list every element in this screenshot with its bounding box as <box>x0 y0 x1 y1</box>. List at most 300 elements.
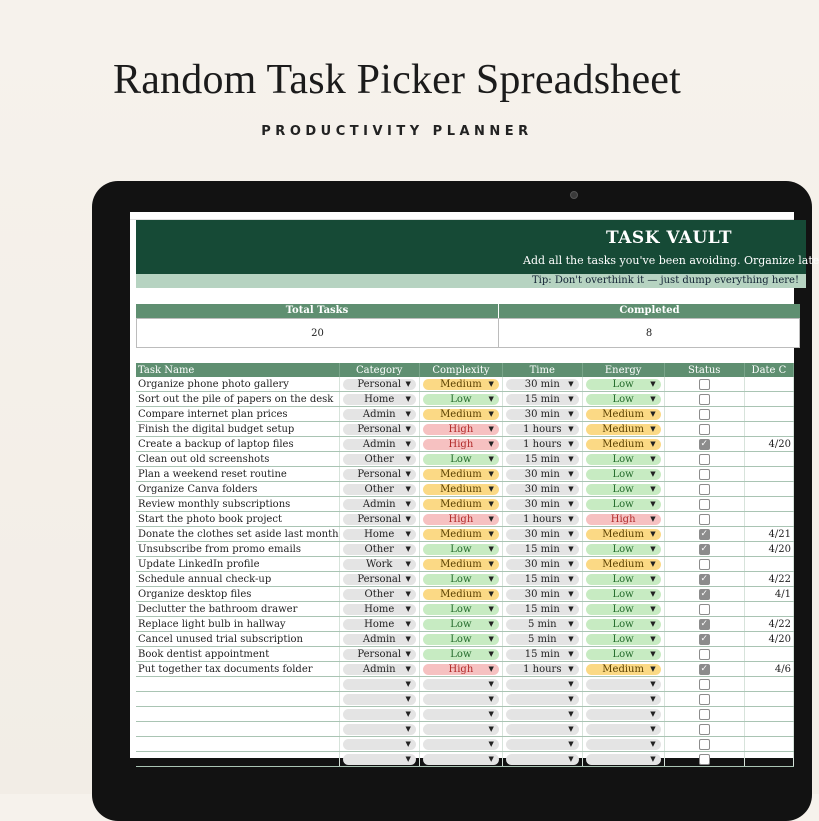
task-table-body <box>136 377 794 767</box>
time-dropdown[interactable] <box>506 754 579 765</box>
category-dropdown[interactable] <box>343 499 416 510</box>
status-checkbox[interactable] <box>699 379 710 390</box>
complexity-cell <box>419 452 502 467</box>
status-cell <box>664 482 744 497</box>
energy-dropdown[interactable] <box>586 574 661 585</box>
complexity-dropdown[interactable] <box>423 559 499 570</box>
date-completed-cell[interactable]: 4/20 <box>744 437 793 452</box>
task-name-cell[interactable]: Put together tax documents folder <box>136 662 339 677</box>
time-dropdown[interactable] <box>506 514 579 525</box>
date-completed-cell[interactable] <box>744 647 793 662</box>
task-name-cell[interactable] <box>136 737 339 752</box>
complexity-dropdown[interactable] <box>423 754 499 765</box>
time-dropdown[interactable] <box>506 724 579 735</box>
category-dropdown[interactable] <box>343 649 416 660</box>
complexity-cell <box>419 737 502 752</box>
category-dropdown[interactable] <box>343 754 416 765</box>
date-completed-cell[interactable] <box>744 557 793 572</box>
complexity-dropdown[interactable] <box>423 379 499 390</box>
col-complexity[interactable]: Complexity <box>419 363 502 377</box>
category-cell <box>339 527 419 542</box>
category-dropdown[interactable] <box>343 514 416 525</box>
status-checkbox[interactable] <box>699 424 710 435</box>
complexity-dropdown[interactable] <box>423 679 499 690</box>
status-checkbox[interactable] <box>699 739 710 750</box>
category-dropdown[interactable] <box>343 679 416 690</box>
category-dropdown[interactable] <box>343 589 416 600</box>
status-checkbox[interactable] <box>699 754 710 765</box>
category-cell <box>339 497 419 512</box>
energy-dropdown[interactable] <box>586 529 661 540</box>
date-completed-cell[interactable] <box>744 722 793 737</box>
time-value: 1 hours <box>523 513 562 525</box>
status-checkbox[interactable]: ✓ <box>700 588 708 599</box>
complexity-cell <box>419 677 502 692</box>
category-dropdown[interactable] <box>343 664 416 675</box>
complexity-dropdown[interactable] <box>423 499 499 510</box>
time-dropdown[interactable] <box>506 499 579 510</box>
chevron-down-icon: ▼ <box>488 649 494 658</box>
category-cell <box>339 602 419 617</box>
chevron-down-icon: ▼ <box>488 409 494 418</box>
complexity-dropdown[interactable] <box>423 694 499 705</box>
task-name-cell[interactable]: Clean out old screenshots <box>136 452 339 467</box>
complexity-dropdown[interactable] <box>423 634 499 645</box>
energy-dropdown[interactable] <box>586 709 661 720</box>
task-name-cell[interactable]: Start the photo book project <box>136 512 339 527</box>
status-checkbox[interactable] <box>699 649 710 660</box>
col-time[interactable]: Time <box>502 363 582 377</box>
time-cell <box>502 512 582 527</box>
complexity-dropdown[interactable] <box>423 424 499 435</box>
chevron-down-icon: ▼ <box>405 754 411 763</box>
date-completed-cell[interactable] <box>744 752 793 767</box>
date-completed-cell[interactable] <box>744 482 793 497</box>
table-row <box>136 422 794 437</box>
complexity-cell <box>419 377 502 392</box>
table-row <box>136 377 794 392</box>
status-checkbox[interactable] <box>699 559 710 570</box>
status-checkbox[interactable]: ✓ <box>700 528 708 539</box>
time-value: 30 min <box>524 483 560 495</box>
energy-dropdown[interactable] <box>586 409 661 420</box>
chevron-down-icon: ▼ <box>405 574 411 583</box>
category-dropdown[interactable] <box>343 424 416 435</box>
category-dropdown[interactable] <box>343 724 416 735</box>
chevron-down-icon: ▼ <box>488 604 494 613</box>
category-cell <box>339 752 419 767</box>
chevron-down-icon: ▼ <box>488 574 494 583</box>
energy-dropdown[interactable] <box>586 544 661 555</box>
time-dropdown[interactable] <box>506 664 579 675</box>
time-dropdown[interactable] <box>506 424 579 435</box>
time-value: 1 hours <box>523 423 562 435</box>
complexity-dropdown[interactable] <box>423 724 499 735</box>
category-dropdown[interactable] <box>343 394 416 405</box>
category-dropdown[interactable] <box>343 694 416 705</box>
task-name-cell[interactable]: Review monthly subscriptions <box>136 497 339 512</box>
complexity-cell <box>419 752 502 767</box>
task-name-cell[interactable]: Unsubscribe from promo emails <box>136 542 339 557</box>
hero-subtitle: PRODUCTIVITY PLANNER <box>261 124 533 139</box>
complexity-dropdown[interactable] <box>423 574 499 585</box>
task-name-cell[interactable] <box>136 707 339 722</box>
task-name-cell[interactable]: Plan a weekend reset routine <box>136 467 339 482</box>
energy-dropdown[interactable] <box>586 469 661 480</box>
category-dropdown[interactable] <box>343 739 416 750</box>
energy-dropdown[interactable] <box>586 589 661 600</box>
time-dropdown[interactable] <box>506 394 579 405</box>
complexity-dropdown[interactable] <box>423 469 499 480</box>
category-cell <box>339 677 419 692</box>
category-dropdown[interactable] <box>343 619 416 630</box>
energy-dropdown[interactable] <box>586 604 661 615</box>
complexity-dropdown[interactable] <box>423 394 499 405</box>
table-row <box>136 692 794 707</box>
task-name-cell[interactable]: Declutter the bathroom drawer <box>136 602 339 617</box>
chevron-down-icon: ▼ <box>568 544 574 553</box>
time-cell <box>502 647 582 662</box>
status-checkbox[interactable] <box>699 454 710 465</box>
chevron-down-icon: ▼ <box>488 454 494 463</box>
task-name-cell[interactable]: Organize phone photo gallery <box>136 377 339 392</box>
complexity-dropdown[interactable] <box>423 739 499 750</box>
status-checkbox[interactable]: ✓ <box>700 663 708 674</box>
category-dropdown[interactable] <box>343 454 416 465</box>
status-checkbox[interactable] <box>699 484 710 495</box>
date-completed-cell[interactable] <box>744 392 793 407</box>
time-dropdown[interactable] <box>506 409 579 420</box>
complexity-cell <box>419 527 502 542</box>
energy-dropdown[interactable] <box>586 649 661 660</box>
chevron-down-icon: ▼ <box>405 679 411 688</box>
category-dropdown[interactable] <box>343 574 416 585</box>
time-cell <box>502 407 582 422</box>
date-completed-cell[interactable] <box>744 602 793 617</box>
energy-dropdown[interactable] <box>586 559 661 570</box>
energy-cell <box>582 587 664 602</box>
category-dropdown[interactable] <box>343 604 416 615</box>
energy-dropdown[interactable] <box>586 514 661 525</box>
chevron-down-icon: ▼ <box>650 514 656 523</box>
status-cell <box>664 407 744 422</box>
task-name-cell[interactable]: Schedule annual check-up <box>136 572 339 587</box>
chevron-down-icon: ▼ <box>650 754 656 763</box>
col-category[interactable]: Category <box>339 363 419 377</box>
energy-dropdown[interactable] <box>586 754 661 765</box>
complexity-dropdown[interactable] <box>423 439 499 450</box>
date-completed-cell[interactable]: 4/21 <box>744 527 793 542</box>
complexity-value: High <box>448 423 474 435</box>
status-cell <box>664 632 744 647</box>
complexity-dropdown[interactable] <box>423 409 499 420</box>
category-dropdown[interactable] <box>343 379 416 390</box>
chevron-down-icon: ▼ <box>405 529 411 538</box>
category-dropdown[interactable] <box>343 634 416 645</box>
complexity-dropdown[interactable] <box>423 709 499 720</box>
time-dropdown[interactable] <box>506 454 579 465</box>
status-checkbox[interactable] <box>699 679 710 690</box>
complexity-value: Low <box>450 543 472 555</box>
chevron-down-icon: ▼ <box>568 379 574 388</box>
complexity-dropdown[interactable] <box>423 664 499 675</box>
category-dropdown[interactable] <box>343 559 416 570</box>
chevron-down-icon: ▼ <box>650 499 656 508</box>
time-value: 30 min <box>524 588 560 600</box>
time-value: 15 min <box>524 573 560 585</box>
time-dropdown[interactable] <box>506 559 579 570</box>
energy-value: Low <box>612 603 634 615</box>
status-cell <box>664 572 744 587</box>
category-value: Work <box>366 558 393 570</box>
task-name-cell[interactable]: Create a backup of laptop files <box>136 437 339 452</box>
status-checkbox[interactable] <box>699 499 710 510</box>
task-name-cell[interactable]: Organize desktop files <box>136 587 339 602</box>
time-dropdown[interactable] <box>506 574 579 585</box>
complexity-cell <box>419 647 502 662</box>
table-row <box>136 407 794 422</box>
category-value: Personal <box>357 573 402 585</box>
date-completed-cell[interactable]: 4/1 <box>744 587 793 602</box>
category-dropdown[interactable] <box>343 469 416 480</box>
time-dropdown[interactable] <box>506 709 579 720</box>
energy-cell <box>582 557 664 572</box>
chevron-down-icon: ▼ <box>405 709 411 718</box>
energy-dropdown[interactable] <box>586 694 661 705</box>
category-value: Home <box>364 603 395 615</box>
chevron-down-icon: ▼ <box>405 514 411 523</box>
time-dropdown[interactable] <box>506 694 579 705</box>
complexity-dropdown[interactable] <box>423 529 499 540</box>
col-date[interactable]: Date C <box>744 363 793 377</box>
complexity-dropdown[interactable] <box>423 604 499 615</box>
category-cell <box>339 482 419 497</box>
webcam-icon <box>570 191 578 199</box>
time-dropdown[interactable] <box>506 469 579 480</box>
complexity-cell <box>419 512 502 527</box>
task-name-cell[interactable]: Update LinkedIn profile <box>136 557 339 572</box>
energy-value: Low <box>612 393 634 405</box>
time-dropdown[interactable] <box>506 544 579 555</box>
chevron-down-icon: ▼ <box>650 649 656 658</box>
date-completed-cell[interactable] <box>744 452 793 467</box>
banner-subtitle: Add all the tasks you've been avoiding. Organize late <box>523 254 819 267</box>
status-checkbox[interactable] <box>699 694 710 705</box>
task-name-cell[interactable] <box>136 752 339 767</box>
table-row <box>136 482 794 497</box>
chevron-down-icon: ▼ <box>650 469 656 478</box>
energy-dropdown[interactable] <box>586 484 661 495</box>
date-completed-cell[interactable] <box>744 467 793 482</box>
chevron-down-icon: ▼ <box>405 439 411 448</box>
energy-cell <box>582 632 664 647</box>
col-task-name[interactable]: Task Name <box>136 363 339 377</box>
time-dropdown[interactable] <box>506 589 579 600</box>
chevron-down-icon: ▼ <box>488 664 494 673</box>
date-completed-cell[interactable]: 4/20 <box>744 542 793 557</box>
category-cell <box>339 617 419 632</box>
time-cell <box>502 662 582 677</box>
energy-dropdown[interactable] <box>586 379 661 390</box>
complexity-dropdown[interactable] <box>423 589 499 600</box>
time-dropdown[interactable] <box>506 619 579 630</box>
category-value: Other <box>364 543 394 555</box>
time-value: 30 min <box>524 378 560 390</box>
energy-value: Low <box>612 573 634 585</box>
complexity-cell <box>419 722 502 737</box>
task-name-cell[interactable] <box>136 722 339 737</box>
chevron-down-icon: ▼ <box>488 469 494 478</box>
status-checkbox[interactable] <box>699 469 710 480</box>
energy-dropdown[interactable] <box>586 724 661 735</box>
energy-value: Low <box>612 588 634 600</box>
energy-dropdown[interactable] <box>586 454 661 465</box>
time-dropdown[interactable] <box>506 529 579 540</box>
table-header-row <box>136 363 794 377</box>
energy-value: Low <box>612 483 634 495</box>
complexity-dropdown[interactable] <box>423 454 499 465</box>
table-row <box>136 527 794 542</box>
complexity-dropdown[interactable] <box>423 514 499 525</box>
energy-dropdown[interactable] <box>586 424 661 435</box>
energy-dropdown[interactable] <box>586 499 661 510</box>
energy-cell <box>582 572 664 587</box>
energy-cell <box>582 662 664 677</box>
category-dropdown[interactable] <box>343 409 416 420</box>
energy-cell <box>582 467 664 482</box>
time-value: 30 min <box>524 468 560 480</box>
task-name-cell[interactable]: Organize Canva folders <box>136 482 339 497</box>
date-completed-cell[interactable]: 4/20 <box>744 632 793 647</box>
category-dropdown[interactable] <box>343 439 416 450</box>
energy-value: Low <box>612 498 634 510</box>
category-dropdown[interactable] <box>343 529 416 540</box>
chevron-down-icon: ▼ <box>650 409 656 418</box>
task-name-cell[interactable]: Replace light bulb in hallway <box>136 617 339 632</box>
status-checkbox[interactable] <box>699 604 710 615</box>
time-cell <box>502 617 582 632</box>
total-tasks-label: Total Tasks <box>136 304 498 318</box>
status-cell <box>664 437 744 452</box>
category-dropdown[interactable] <box>343 544 416 555</box>
status-checkbox[interactable] <box>699 409 710 420</box>
energy-dropdown[interactable] <box>586 679 661 690</box>
time-dropdown[interactable] <box>506 484 579 495</box>
status-cell <box>664 527 744 542</box>
time-cell <box>502 422 582 437</box>
col-status[interactable]: Status <box>664 363 744 377</box>
date-completed-cell[interactable] <box>744 677 793 692</box>
spreadsheet-screen <box>130 212 819 763</box>
date-completed-cell[interactable] <box>744 692 793 707</box>
category-cell <box>339 542 419 557</box>
date-completed-cell[interactable] <box>744 422 793 437</box>
chevron-down-icon: ▼ <box>650 454 656 463</box>
date-completed-cell[interactable]: 4/22 <box>744 572 793 587</box>
date-completed-cell[interactable] <box>744 737 793 752</box>
task-name-cell[interactable]: Donate the clothes set aside last month <box>138 528 339 540</box>
energy-dropdown[interactable] <box>586 739 661 750</box>
date-completed-cell[interactable] <box>744 377 793 392</box>
status-checkbox[interactable]: ✓ <box>700 438 708 449</box>
status-checkbox[interactable] <box>699 709 710 720</box>
status-checkbox[interactable]: ✓ <box>700 618 708 629</box>
time-value: 1 hours <box>523 663 562 675</box>
date-completed-cell[interactable] <box>744 407 793 422</box>
task-name-cell[interactable] <box>136 692 339 707</box>
energy-dropdown[interactable] <box>586 634 661 645</box>
complexity-dropdown[interactable] <box>423 484 499 495</box>
time-dropdown[interactable] <box>506 649 579 660</box>
chevron-down-icon: ▼ <box>405 634 411 643</box>
energy-dropdown[interactable] <box>586 439 661 450</box>
status-checkbox[interactable]: ✓ <box>700 543 708 554</box>
task-name-cell[interactable]: Compare internet plan prices <box>136 407 339 422</box>
complexity-dropdown[interactable] <box>423 619 499 630</box>
time-dropdown[interactable] <box>506 604 579 615</box>
date-completed-cell[interactable]: 4/6 <box>744 662 793 677</box>
date-completed-cell[interactable] <box>744 707 793 722</box>
time-dropdown[interactable] <box>506 679 579 690</box>
time-dropdown[interactable] <box>506 379 579 390</box>
date-completed-cell[interactable]: 4/22 <box>744 617 793 632</box>
time-cell <box>502 527 582 542</box>
status-checkbox[interactable] <box>699 394 710 405</box>
task-name-cell[interactable]: Book dentist appointment <box>136 647 339 662</box>
complexity-value: Medium <box>440 378 482 390</box>
col-energy[interactable]: Energy <box>582 363 664 377</box>
energy-value: Medium <box>602 423 644 435</box>
time-dropdown[interactable] <box>506 439 579 450</box>
status-cell <box>664 752 744 767</box>
complexity-cell <box>419 407 502 422</box>
status-checkbox[interactable]: ✓ <box>700 633 708 644</box>
energy-value: Medium <box>602 558 644 570</box>
category-dropdown[interactable] <box>343 484 416 495</box>
energy-dropdown[interactable] <box>586 664 661 675</box>
chevron-down-icon: ▼ <box>568 664 574 673</box>
energy-value: High <box>610 513 636 525</box>
total-tasks-value[interactable]: 20 <box>136 318 499 348</box>
complexity-dropdown[interactable] <box>423 649 499 660</box>
energy-value: Low <box>612 618 634 630</box>
chevron-down-icon: ▼ <box>568 679 574 688</box>
chevron-down-icon: ▼ <box>568 754 574 763</box>
energy-dropdown[interactable] <box>586 394 661 405</box>
complexity-dropdown[interactable] <box>423 544 499 555</box>
category-cell <box>339 512 419 527</box>
table-row <box>136 437 794 452</box>
category-dropdown[interactable] <box>343 709 416 720</box>
time-dropdown[interactable] <box>506 739 579 750</box>
date-completed-cell[interactable] <box>744 497 793 512</box>
table-row <box>136 392 794 407</box>
status-checkbox[interactable] <box>699 514 710 525</box>
energy-dropdown[interactable] <box>586 619 661 630</box>
date-completed-cell[interactable] <box>744 512 793 527</box>
task-name-cell[interactable]: Finish the digital budget setup <box>136 422 339 437</box>
time-dropdown[interactable] <box>506 634 579 645</box>
status-checkbox[interactable]: ✓ <box>700 573 708 584</box>
chevron-down-icon: ▼ <box>568 439 574 448</box>
completed-value[interactable]: 8 <box>498 318 800 348</box>
complexity-cell <box>419 662 502 677</box>
task-name-cell[interactable] <box>136 677 339 692</box>
complexity-cell <box>419 497 502 512</box>
task-name-cell[interactable]: Sort out the pile of papers on the desk <box>136 392 339 407</box>
task-name-cell[interactable]: Cancel unused trial subscription <box>136 632 339 647</box>
status-checkbox[interactable] <box>699 724 710 735</box>
